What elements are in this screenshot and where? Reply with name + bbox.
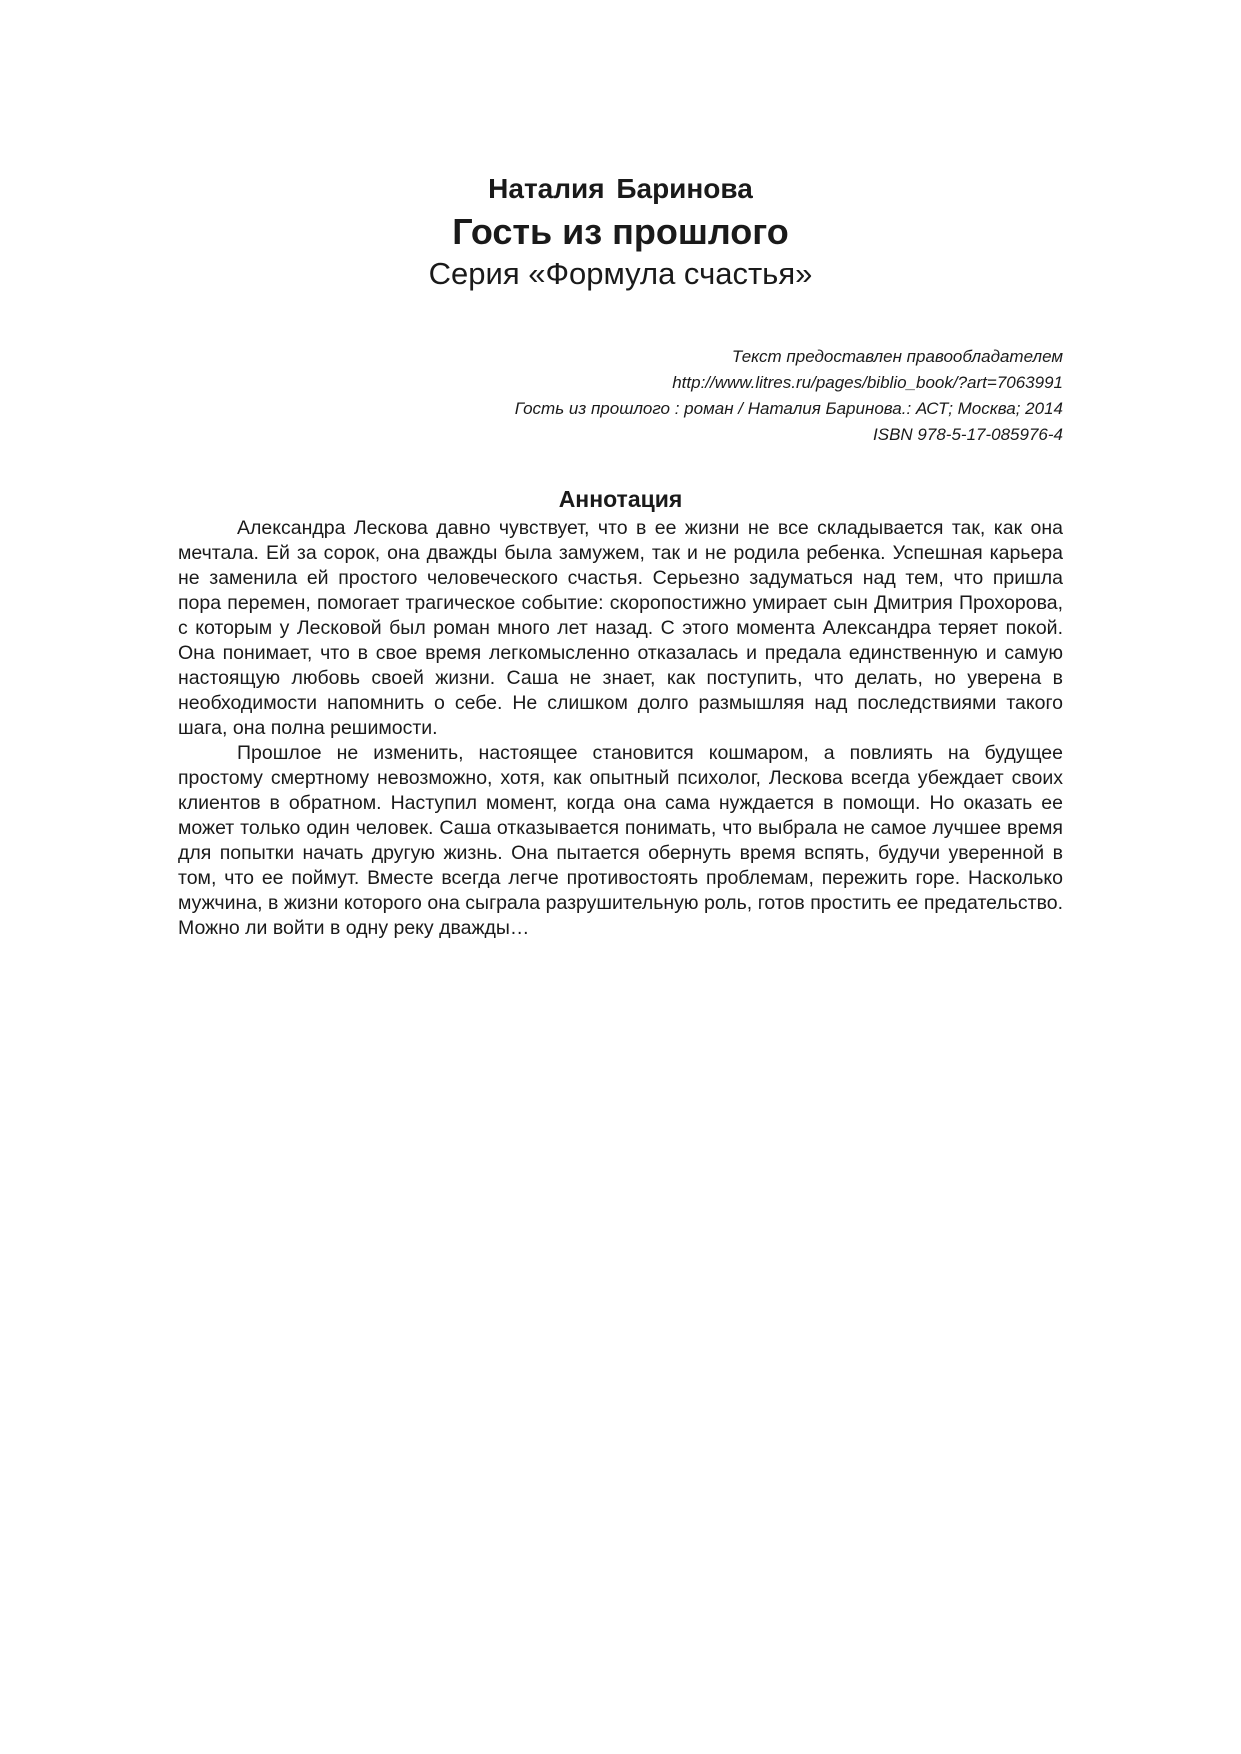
annotation-body — [178, 516, 1063, 941]
publication-metadata — [263, 344, 1063, 448]
book-author: Наталия Баринова — [488, 173, 753, 204]
source-url: http://www.litres.ru/pages/biblio_book/?art=7063991 — [672, 373, 1063, 392]
annotation-heading: Аннотация — [558, 486, 683, 512]
annotation-paragraph: Прошлое не изменить, настоящее становится кошмаром, а повлиять на будущее простому смертному невозможно, хотя, как опытный психолог, Лескова всегда убеждает своих клиентов в обратном. Наступил момент, когда она сама нуждается в помощи. Но оказать ее может только один человек. Саша отказывается понимать, что выбрала не самое лучшее время для попытки начать другую жизнь. Она пытается обернуть время вспять, будучи уверенной в том, что ее поймут. Вместе всегда легче противостоять проблемам, пережить горе. Насколько мужчина, в жизни которого она сыграла разрушительную роль, готов простить ее предательство. Можно ли войти в одну реку дважды… — [178, 742, 1063, 939]
bibliographic-record: Гость из прошлого : роман / Наталия Баринова.: АСТ; Москва; 2014 — [514, 399, 1063, 418]
isbn: ISBN 978-5-17-085976-4 — [873, 425, 1063, 444]
annotation-paragraph: Александра Лескова давно чувствует, что в ее жизни не все складывается так, как она мечтала. Ей за сорок, она дважды была замужем, так и не родила ребенка. Успешная карьера не заменила ей простого человеческого счастья. Серьезно задуматься над тем, что пришла пора перемен, помогает трагическое событие: скоропостижно умирает сын Дмитрия Прохорова, с которым у Лесковой был роман много лет назад. С этого момента Александра теряет покой. Она понимает, что в свое время легкомысленно отказалась и предала единственную и самую настоящую любовь своей жизни. Саша не знает, как поступить, что делать, но уверена в необходимости напомнить о себе. Не слишком долго размышляя над последствиями такого шага, она полна решимости. — [178, 517, 1063, 739]
rights-holder-note: Текст предоставлен правообладателем — [731, 347, 1063, 366]
book-series: Серия «Формула счастья» — [428, 256, 813, 291]
book-title: Гость из прошлого — [452, 211, 789, 252]
